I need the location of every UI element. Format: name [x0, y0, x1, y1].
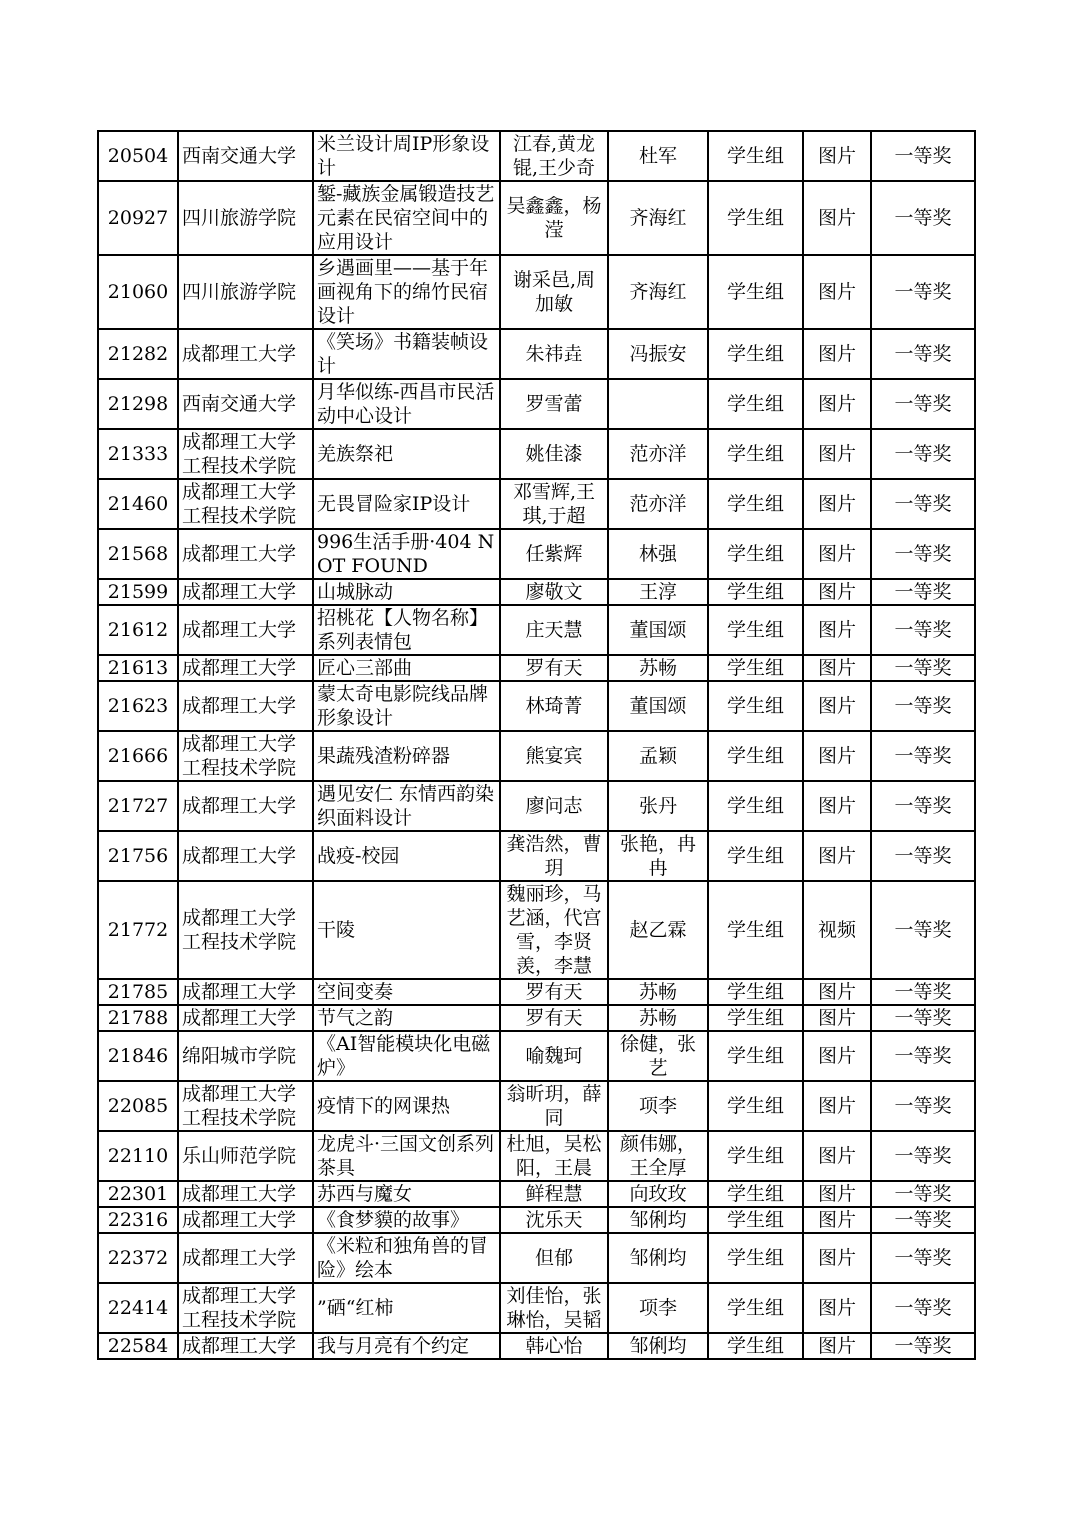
table-row — [98, 1333, 975, 1359]
cell-work-title: 龙虎斗·三国文创系列茶具 — [313, 1131, 500, 1181]
cell-award: 一等奖 — [871, 605, 975, 655]
table-row — [98, 181, 975, 255]
cell-group: 学生组 — [708, 429, 803, 479]
cell-advisor: 林强 — [608, 529, 708, 579]
cell-group: 学生组 — [708, 1233, 803, 1283]
cell-group: 学生组 — [708, 831, 803, 881]
cell-authors: 廖敬文 — [500, 579, 608, 605]
cell-award: 一等奖 — [871, 781, 975, 831]
cell-entry-id: 21599 — [98, 579, 178, 605]
cell-advisor: 孟颖 — [608, 731, 708, 781]
cell-entry-id: 21785 — [98, 979, 178, 1005]
table-row — [98, 131, 975, 181]
cell-entry-id: 22372 — [98, 1233, 178, 1283]
cell-group: 学生组 — [708, 1207, 803, 1233]
table-row — [98, 781, 975, 831]
cell-authors: 杜旭，吴松阳，王晨 — [500, 1131, 608, 1181]
table-row — [98, 1283, 975, 1333]
table-row — [98, 655, 975, 681]
cell-work-title: 战疫-校园 — [313, 831, 500, 881]
cell-group: 学生组 — [708, 979, 803, 1005]
cell-award: 一等奖 — [871, 379, 975, 429]
cell-group: 学生组 — [708, 1005, 803, 1031]
cell-group: 学生组 — [708, 1333, 803, 1359]
cell-award: 一等奖 — [871, 681, 975, 731]
cell-authors: 任紫辉 — [500, 529, 608, 579]
cell-entry-id: 21846 — [98, 1031, 178, 1081]
cell-authors: 罗有天 — [500, 655, 608, 681]
cell-advisor: 张丹 — [608, 781, 708, 831]
cell-group: 学生组 — [708, 881, 803, 979]
table-row — [98, 1207, 975, 1233]
cell-award: 一等奖 — [871, 979, 975, 1005]
cell-advisor: 冯振安 — [608, 329, 708, 379]
cell-category: 图片 — [803, 329, 871, 379]
cell-category: 图片 — [803, 605, 871, 655]
table-row — [98, 379, 975, 429]
cell-award: 一等奖 — [871, 1131, 975, 1181]
awards-table — [97, 130, 976, 1360]
cell-school: 成都理工大学工程技术学院 — [178, 881, 313, 979]
cell-group: 学生组 — [708, 1131, 803, 1181]
cell-work-title: 《食梦貘的故事》 — [313, 1207, 500, 1233]
cell-work-title: 《米粒和独角兽的冒险》绘本 — [313, 1233, 500, 1283]
cell-entry-id: 21460 — [98, 479, 178, 529]
cell-category: 图片 — [803, 181, 871, 255]
cell-entry-id: 21666 — [98, 731, 178, 781]
cell-category: 图片 — [803, 681, 871, 731]
cell-entry-id: 21756 — [98, 831, 178, 881]
table-row — [98, 579, 975, 605]
cell-school: 成都理工大学 — [178, 979, 313, 1005]
cell-entry-id: 21612 — [98, 605, 178, 655]
cell-advisor: 范亦洋 — [608, 429, 708, 479]
cell-school: 成都理工大学 — [178, 1233, 313, 1283]
cell-authors: 江春,黄龙锟,王少奇 — [500, 131, 608, 181]
cell-entry-id: 20504 — [98, 131, 178, 181]
cell-entry-id: 21772 — [98, 881, 178, 979]
cell-category: 图片 — [803, 131, 871, 181]
cell-category: 图片 — [803, 579, 871, 605]
table-row — [98, 1233, 975, 1283]
cell-award: 一等奖 — [871, 479, 975, 529]
cell-entry-id: 21788 — [98, 1005, 178, 1031]
table-row — [98, 831, 975, 881]
cell-category: 图片 — [803, 831, 871, 881]
cell-work-title: 果蔬残渣粉碎器 — [313, 731, 500, 781]
cell-authors: 翁昕玥，薛同 — [500, 1081, 608, 1131]
cell-category: 图片 — [803, 1333, 871, 1359]
cell-entry-id: 21060 — [98, 255, 178, 329]
table-row — [98, 731, 975, 781]
cell-school: 成都理工大学 — [178, 1207, 313, 1233]
cell-work-title: 疫情下的网课热 — [313, 1081, 500, 1131]
cell-group: 学生组 — [708, 181, 803, 255]
cell-authors: 吴鑫鑫，杨滢 — [500, 181, 608, 255]
cell-award: 一等奖 — [871, 329, 975, 379]
cell-work-title: 匠心三部曲 — [313, 655, 500, 681]
cell-authors: 罗有天 — [500, 1005, 608, 1031]
cell-school: 成都理工大学工程技术学院 — [178, 1081, 313, 1131]
cell-entry-id: 22110 — [98, 1131, 178, 1181]
cell-group: 学生组 — [708, 529, 803, 579]
table-row — [98, 255, 975, 329]
cell-entry-id: 21623 — [98, 681, 178, 731]
cell-advisor: 苏畅 — [608, 979, 708, 1005]
cell-award: 一等奖 — [871, 181, 975, 255]
cell-school: 西南交通大学 — [178, 131, 313, 181]
cell-advisor: 邹俐均 — [608, 1207, 708, 1233]
cell-work-title: 苏西与魔女 — [313, 1181, 500, 1207]
cell-group: 学生组 — [708, 131, 803, 181]
cell-award: 一等奖 — [871, 131, 975, 181]
cell-advisor — [608, 379, 708, 429]
cell-award: 一等奖 — [871, 731, 975, 781]
cell-award: 一等奖 — [871, 1283, 975, 1333]
cell-school: 乐山师范学院 — [178, 1131, 313, 1181]
cell-work-title: 我与月亮有个约定 — [313, 1333, 500, 1359]
table-row — [98, 329, 975, 379]
cell-school: 成都理工大学 — [178, 681, 313, 731]
cell-work-title: 《AI智能模块化电磁炉》 — [313, 1031, 500, 1081]
cell-category: 图片 — [803, 1081, 871, 1131]
cell-school: 四川旅游学院 — [178, 181, 313, 255]
table-row — [98, 881, 975, 979]
cell-school: 成都理工大学 — [178, 1005, 313, 1031]
cell-authors: 龚浩然，曹玥 — [500, 831, 608, 881]
cell-authors: 魏丽珍，马艺涵，代宫雪，李贤羡，李慧 — [500, 881, 608, 979]
cell-advisor: 邹俐均 — [608, 1233, 708, 1283]
cell-category: 图片 — [803, 479, 871, 529]
cell-category: 图片 — [803, 979, 871, 1005]
cell-work-title: 山城脉动 — [313, 579, 500, 605]
cell-school: 成都理工大学工程技术学院 — [178, 1283, 313, 1333]
cell-category: 视频 — [803, 881, 871, 979]
cell-entry-id: 21568 — [98, 529, 178, 579]
cell-work-title: 乡遇画里——基于年画视角下的绵竹民宿设计 — [313, 255, 500, 329]
cell-category: 图片 — [803, 731, 871, 781]
table-row — [98, 1005, 975, 1031]
cell-category: 图片 — [803, 255, 871, 329]
cell-work-title: 錾-藏族金属锻造技艺元素在民宿空间中的应用设计 — [313, 181, 500, 255]
cell-work-title: 空间变奏 — [313, 979, 500, 1005]
cell-school: 西南交通大学 — [178, 379, 313, 429]
cell-school: 成都理工大学 — [178, 1333, 313, 1359]
cell-entry-id: 21298 — [98, 379, 178, 429]
cell-award: 一等奖 — [871, 1005, 975, 1031]
cell-work-title: ”硒“红柿 — [313, 1283, 500, 1333]
cell-category: 图片 — [803, 1005, 871, 1031]
cell-work-title: 蒙太奇电影院线品牌形象设计 — [313, 681, 500, 731]
cell-category: 图片 — [803, 379, 871, 429]
cell-group: 学生组 — [708, 655, 803, 681]
table-row — [98, 1181, 975, 1207]
cell-work-title: 羌族祭祀 — [313, 429, 500, 479]
cell-advisor: 项李 — [608, 1081, 708, 1131]
table-row — [98, 529, 975, 579]
cell-work-title: 招桃花【人物名称】系列表情包 — [313, 605, 500, 655]
cell-entry-id: 22301 — [98, 1181, 178, 1207]
cell-award: 一等奖 — [871, 1207, 975, 1233]
cell-advisor: 张艳，冉冉 — [608, 831, 708, 881]
cell-category: 图片 — [803, 1233, 871, 1283]
cell-advisor: 董国颂 — [608, 605, 708, 655]
cell-group: 学生组 — [708, 1181, 803, 1207]
cell-award: 一等奖 — [871, 1333, 975, 1359]
cell-group: 学生组 — [708, 1031, 803, 1081]
cell-category: 图片 — [803, 1131, 871, 1181]
cell-group: 学生组 — [708, 605, 803, 655]
cell-authors: 但郁 — [500, 1233, 608, 1283]
cell-group: 学生组 — [708, 731, 803, 781]
table-row — [98, 979, 975, 1005]
cell-award: 一等奖 — [871, 1181, 975, 1207]
cell-category: 图片 — [803, 529, 871, 579]
cell-school: 成都理工大学 — [178, 781, 313, 831]
cell-advisor: 向玫玫 — [608, 1181, 708, 1207]
cell-school: 成都理工大学工程技术学院 — [178, 479, 313, 529]
table-row — [98, 1031, 975, 1081]
cell-work-title: 干陵 — [313, 881, 500, 979]
cell-advisor: 赵乙霖 — [608, 881, 708, 979]
cell-award: 一等奖 — [871, 655, 975, 681]
cell-entry-id: 22085 — [98, 1081, 178, 1131]
table-row — [98, 681, 975, 731]
cell-authors: 韩心怡 — [500, 1333, 608, 1359]
cell-award: 一等奖 — [871, 881, 975, 979]
cell-group: 学生组 — [708, 255, 803, 329]
cell-group: 学生组 — [708, 781, 803, 831]
cell-advisor: 杜军 — [608, 131, 708, 181]
table-row — [98, 429, 975, 479]
cell-work-title: 无畏冒险家IP设计 — [313, 479, 500, 529]
cell-school: 绵阳城市学院 — [178, 1031, 313, 1081]
cell-advisor: 苏畅 — [608, 1005, 708, 1031]
cell-award: 一等奖 — [871, 529, 975, 579]
cell-advisor: 王淳 — [608, 579, 708, 605]
cell-work-title: 遇见安仁 东情西韵染织面料设计 — [313, 781, 500, 831]
cell-school: 成都理工大学 — [178, 1181, 313, 1207]
cell-authors: 谢采邑,周加敏 — [500, 255, 608, 329]
cell-entry-id: 21727 — [98, 781, 178, 831]
cell-authors: 廖问志 — [500, 781, 608, 831]
cell-advisor: 董国颂 — [608, 681, 708, 731]
cell-group: 学生组 — [708, 681, 803, 731]
cell-advisor: 范亦洋 — [608, 479, 708, 529]
cell-award: 一等奖 — [871, 579, 975, 605]
cell-school: 成都理工大学工程技术学院 — [178, 731, 313, 781]
cell-authors: 鲜程慧 — [500, 1181, 608, 1207]
table-row — [98, 479, 975, 529]
cell-award: 一等奖 — [871, 429, 975, 479]
table-row — [98, 605, 975, 655]
cell-category: 图片 — [803, 1207, 871, 1233]
cell-school: 成都理工大学 — [178, 655, 313, 681]
cell-entry-id: 22414 — [98, 1283, 178, 1333]
cell-category: 图片 — [803, 1283, 871, 1333]
cell-advisor: 邹俐均 — [608, 1333, 708, 1359]
cell-award: 一等奖 — [871, 255, 975, 329]
cell-authors: 沈乐天 — [500, 1207, 608, 1233]
cell-advisor: 齐海红 — [608, 255, 708, 329]
cell-category: 图片 — [803, 429, 871, 479]
cell-entry-id: 22316 — [98, 1207, 178, 1233]
cell-authors: 罗雪蕾 — [500, 379, 608, 429]
cell-group: 学生组 — [708, 579, 803, 605]
cell-authors: 庄天慧 — [500, 605, 608, 655]
cell-group: 学生组 — [708, 479, 803, 529]
cell-category: 图片 — [803, 1031, 871, 1081]
cell-authors: 熊宴宾 — [500, 731, 608, 781]
cell-authors: 罗有天 — [500, 979, 608, 1005]
cell-entry-id: 21613 — [98, 655, 178, 681]
cell-advisor: 苏畅 — [608, 655, 708, 681]
cell-group: 学生组 — [708, 1283, 803, 1333]
cell-school: 成都理工大学 — [178, 529, 313, 579]
cell-school: 成都理工大学 — [178, 329, 313, 379]
cell-category: 图片 — [803, 781, 871, 831]
awards-table-body — [98, 131, 975, 1359]
cell-authors: 邓雪辉,王琪,于超 — [500, 479, 608, 529]
cell-group: 学生组 — [708, 329, 803, 379]
cell-entry-id: 22584 — [98, 1333, 178, 1359]
cell-authors: 喻魏珂 — [500, 1031, 608, 1081]
cell-school: 成都理工大学 — [178, 605, 313, 655]
cell-advisor: 项李 — [608, 1283, 708, 1333]
cell-authors: 姚佳漆 — [500, 429, 608, 479]
cell-work-title: 米兰设计周IP形象设计 — [313, 131, 500, 181]
cell-group: 学生组 — [708, 379, 803, 429]
cell-authors: 朱祎垚 — [500, 329, 608, 379]
cell-work-title: 996生活手册·404 NOT FOUND — [313, 529, 500, 579]
cell-award: 一等奖 — [871, 1233, 975, 1283]
cell-entry-id: 21282 — [98, 329, 178, 379]
cell-entry-id: 21333 — [98, 429, 178, 479]
cell-work-title: 《笑场》书籍装帧设计 — [313, 329, 500, 379]
cell-school: 成都理工大学 — [178, 579, 313, 605]
cell-award: 一等奖 — [871, 1031, 975, 1081]
cell-authors: 刘佳怡，张琳怡，吴韬 — [500, 1283, 608, 1333]
cell-category: 图片 — [803, 1181, 871, 1207]
cell-school: 四川旅游学院 — [178, 255, 313, 329]
cell-award: 一等奖 — [871, 831, 975, 881]
cell-work-title: 月华似练-西昌市民活动中心设计 — [313, 379, 500, 429]
cell-authors: 林琦菁 — [500, 681, 608, 731]
cell-work-title: 节气之韵 — [313, 1005, 500, 1031]
cell-category: 图片 — [803, 655, 871, 681]
cell-group: 学生组 — [708, 1081, 803, 1131]
cell-advisor: 颜伟娜，王全厚 — [608, 1131, 708, 1181]
table-row — [98, 1131, 975, 1181]
cell-advisor: 徐健，张艺 — [608, 1031, 708, 1081]
cell-school: 成都理工大学 — [178, 831, 313, 881]
cell-advisor: 齐海红 — [608, 181, 708, 255]
cell-award: 一等奖 — [871, 1081, 975, 1131]
table-row — [98, 1081, 975, 1131]
cell-school: 成都理工大学工程技术学院 — [178, 429, 313, 479]
cell-entry-id: 20927 — [98, 181, 178, 255]
